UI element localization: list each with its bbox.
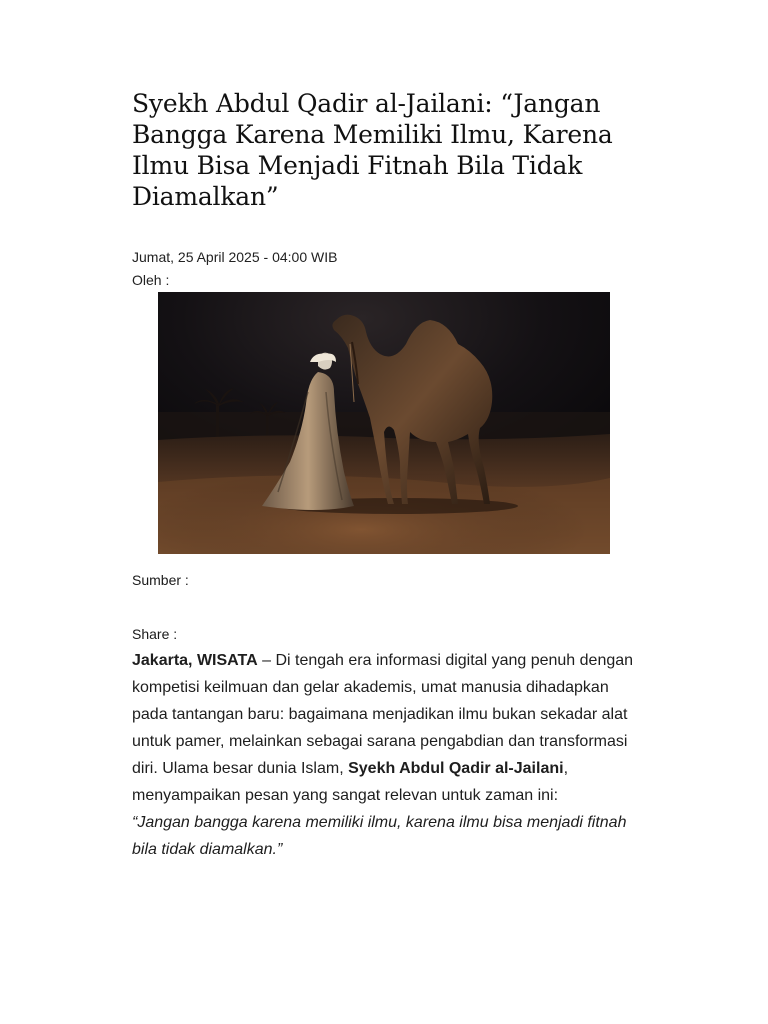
article-title: Syekh Abdul Qadir al-Jailani: “Jangan Bangga Karena Memiliki Ilmu, Karena Ilmu Bisa Menjadi Fitnah Bila Tidak Diamalkan” bbox=[132, 89, 613, 211]
share-label: Share : bbox=[132, 626, 178, 642]
article-body bbox=[132, 647, 642, 863]
scholar-name: Syekh Abdul Qadir al-Jailani bbox=[348, 760, 564, 777]
body-text-2: , menyampaikan pesan yang sangat relevan untuk zaman ini: bbox=[132, 760, 569, 804]
article-date: Jumat, 25 April 2025 - 04:00 WIB bbox=[132, 249, 338, 265]
hero-image bbox=[158, 292, 610, 554]
article-header bbox=[132, 88, 632, 292]
body-paragraph bbox=[132, 647, 642, 809]
author-label: Oleh : bbox=[132, 272, 170, 288]
body-text-1: – Di tengah era informasi digital yang penuh dengan kompetisi keilmuan dan gelar akademis, umat manusia dihadapkan pada tantangan baru: bagaimana menjadikan ilmu bukan sekadar alat untuk pamer, melainkan sebagai sarana pengabdian dan transformasi diri. Ulama besar dunia Islam, bbox=[132, 652, 634, 777]
article-meta bbox=[132, 246, 632, 292]
source-label: Sumber : bbox=[132, 572, 189, 588]
dateline: Jakarta, WISATA bbox=[132, 652, 258, 669]
man-with-camel-photo bbox=[158, 292, 610, 554]
quote: “Jangan bangga karena memiliki ilmu, karena ilmu bisa menjadi fitnah bila tidak diamalkan.” bbox=[132, 814, 627, 858]
